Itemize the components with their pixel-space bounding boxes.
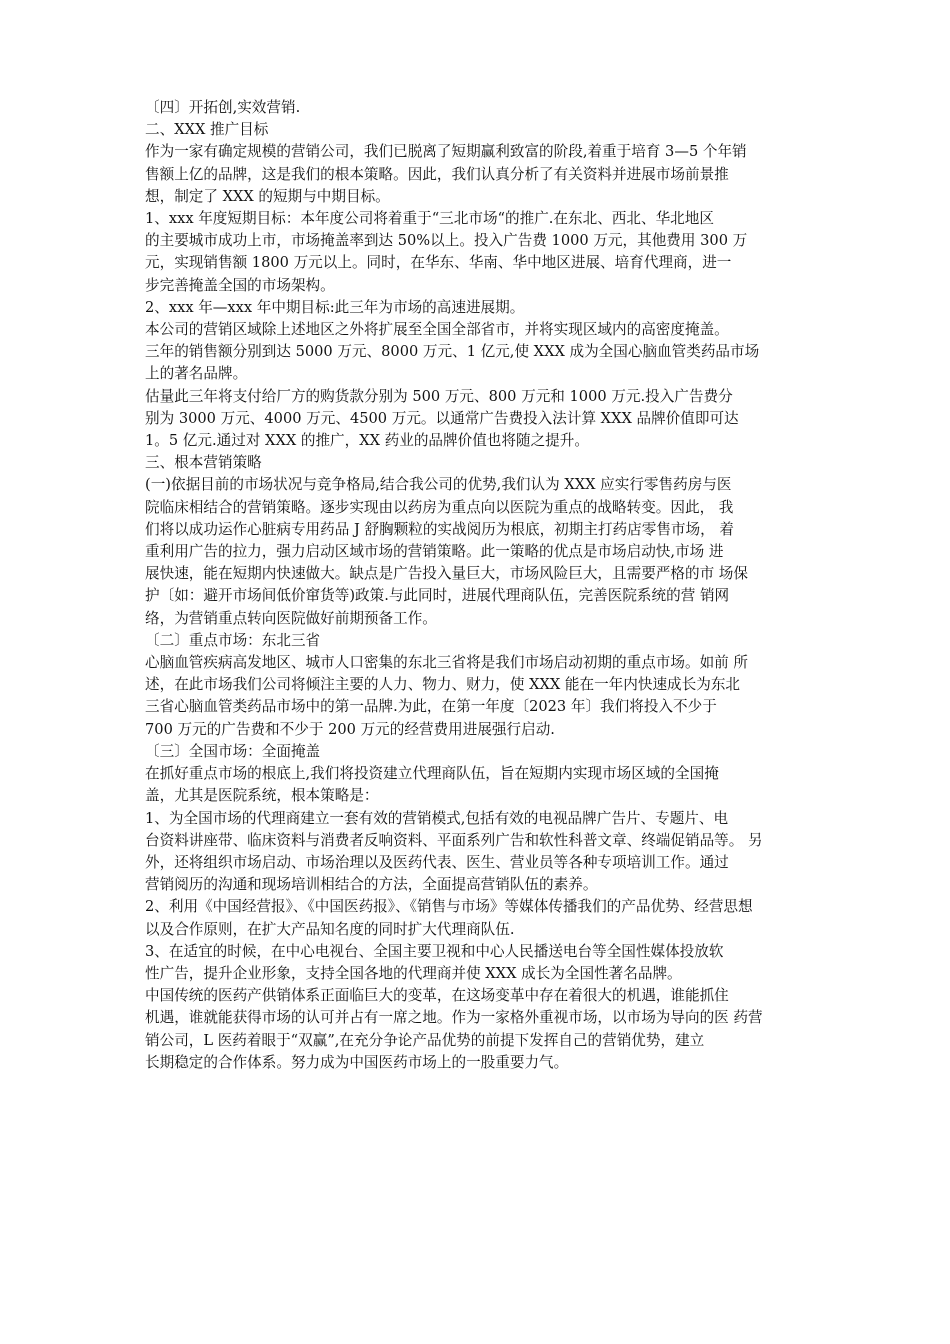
text-line: 机遇，谁就能获得市场的认可并占有一席之地。作为一家格外重视市场，以市场为导向的医 药营: [145, 1009, 763, 1027]
text-line: 长期稳定的合作体系。努力成为中国医药市场上的一股重要力气。: [145, 1053, 569, 1071]
document-body: [145, 97, 807, 1074]
text-line: 三年的销售额分别到达 5000 万元、8000 万元、1 亿元,使 XXX 成为全国心脑血管类药品市场: [145, 343, 760, 361]
text-line: 的主要城市成功上市，市场掩盖率到达 50%以上。投入广告费 1000 万元，其他费用 300 万: [145, 232, 748, 250]
text-line: 1、xxx 年度短期目标：本年度公司将着重于“三北市场“的推广.在东北、西北、华北地区: [145, 210, 714, 228]
text-line: 营销阅历的沟通和现场培训相结合的方法，全面提高营销队伍的素养。: [145, 876, 598, 894]
section-heading: 〔三〕全国市场：全面掩盖: [145, 742, 321, 760]
text-line: (一)依据目前的市场状况与竞争格局,结合我公司的优势,我们认为 XXX 应实行零售药房与医: [145, 476, 732, 494]
text-line: 2、利用《中国经营报》、《中国医药报》、《销售与市场》等媒体传播我们的产品优势、经营思想: [145, 898, 753, 916]
text-line: 述，在此市场我们公司将倾注主要的人力、物力、财力，使 XXX 能在一年内快速成长为东北: [145, 676, 741, 694]
text-line: 性广告，提升企业形象，支持全国各地的代理商并使 XXX 成长为全国性著名品牌。: [145, 964, 682, 982]
section-heading: 三、根本营销策略: [145, 454, 262, 472]
text-line: 盖，尤其是医院系统，根本策略是：: [145, 787, 379, 805]
text-line: 护〔如：避开市场间低价窜货等)政策.与此同时，进展代理商队伍，完善医院系统的营 销网: [145, 587, 730, 605]
text-line: 台资料讲座带、临床资料与消费者反响资料、平面系列广告和软性科普文章、终端促销品等。 另: [145, 831, 763, 849]
text-line: 院临床相结合的营销策略。逐步实现由以药房为重点向以医院为重点的战略转变。因此， 我: [145, 498, 734, 516]
text-line: 展快速，能在短期内快速做大。缺点是广告投入量巨大，市场风险巨大，且需要严格的市 场保: [145, 565, 748, 583]
text-line: 心脑血管疾病高发地区、城市人口密集的东北三省将是我们市场启动初期的重点市场。如前 所: [145, 654, 748, 672]
section-heading: 二、XXX 推广目标: [145, 121, 269, 139]
text-line: 1。5 亿元.通过对 XXX 的推广，XX 药业的品牌价值也将随之提升。: [145, 432, 589, 450]
text-line: 700 万元的广告费和不少于 200 万元的经营费用进展强行启动.: [145, 720, 555, 738]
text-line: 销公司，L 医药着眼于“双赢”,在充分争论产品优势的前提下发挥自己的营销优势，建立: [145, 1031, 705, 1049]
text-line: 步完善掩盖全国的市场架构。: [145, 276, 335, 294]
text-line: 售额上亿的品牌，这是我们的根本策略。因此，我们认真分析了有关资料并进展市场前景推: [145, 165, 729, 183]
text-line: 外，还将组织市场启动、市场治理以及医药代表、医生、营业员等各种专项培训工作。通过: [145, 853, 729, 871]
text-line: 们将以成功运作心脏病专用药品 J 舒胸颗粒的实战阅历为根底，初期主打药店零售市场， 着: [145, 520, 734, 538]
text-line: 络，为营销重点转向医院做好前期预备工作。: [145, 609, 437, 627]
text-line: 重利用广告的拉力，强力启动区域市场的营销策略。此一策略的优点是市场启动快,市场 进: [145, 543, 724, 561]
text-line: 在抓好重点市场的根底上,我们将投资建立代理商队伍，旨在短期内实现市场区域的全国掩: [145, 765, 719, 783]
text-line: 别为 3000 万元、4000 万元、4500 万元。以通常广告费投入法计算 XXX 品牌价值即可达: [145, 409, 739, 427]
text-line: 上的著名品牌。: [145, 365, 248, 383]
section-heading: 〔四〕开拓创,实效营销.: [145, 99, 301, 116]
text-line: 本公司的营销区域除上述地区之外将扩展至全国全部省市，并将实现区域内的高密度掩盖。: [145, 321, 729, 339]
text-line: 中国传统的医药产供销体系正面临巨大的变革，在这场变革中存在着很大的机遇，谁能抓住: [145, 987, 729, 1005]
text-line: 2、xxx 年—xxx 年中期目标:此三年为市场的高速进展期。: [145, 298, 525, 316]
text-line: 估量此三年将支付给厂方的购货款分别为 500 万元、800 万元和 1000 万元.投入广告费分: [145, 387, 733, 405]
text-line: 作为一家有确定规模的营销公司，我们已脱离了短期赢利致富的阶段,着重于培育 3—5 个年销: [145, 143, 747, 161]
text-line: 三省心脑血管类药品市场中的第一品牌.为此，在第一年度〔2023 年〕我们将投入不少于: [145, 698, 717, 716]
text-line: 想，制定了 XXX 的短期与中期目标。: [145, 187, 390, 205]
text-line: 元，实现销售额 1800 万元以上。同时，在华东、华南、华中地区进展、培育代理商，进一: [145, 254, 732, 272]
text-line: 3、在适宜的时候，在中心电视台、全国主要卫视和中心人民播送电台等全国性媒体投放软: [145, 942, 724, 960]
text-line: 1、为全国市场的代理商建立一套有效的营销模式,包括有效的电视品牌广告片、专题片、电: [145, 809, 729, 827]
text-line: 以及合作原则，在扩大产品知名度的同时扩大代理商队伍.: [145, 920, 515, 938]
section-heading: 〔二〕重点市场：东北三省: [145, 631, 321, 649]
